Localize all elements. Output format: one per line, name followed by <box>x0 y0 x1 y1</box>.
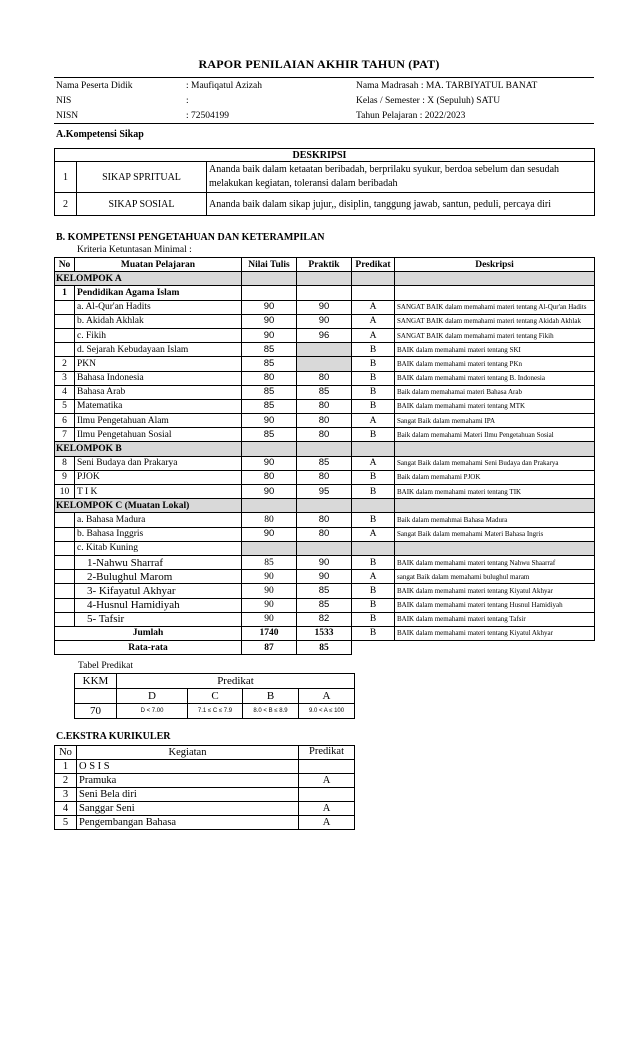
table-row: 4-Husnul Hamidiyah 90 85 B BAIK dalam memahami materi tentang Husnul Hamidiyah <box>55 598 595 612</box>
range-d: D < 7.00 <box>117 704 188 719</box>
table-row: 2 PKN 85 B BAIK dalam memahami materi tentang PKn <box>55 357 595 371</box>
col-predikat: Predikat <box>352 258 395 272</box>
grade-c: C <box>188 689 243 704</box>
section-c-heading: C.EKSTRA KURIKULER <box>56 731 171 742</box>
ekstra-header-no: No <box>55 746 77 760</box>
madrasah-name: Nama Madrasah : MA. TARBIYATUL BANAT <box>356 81 538 91</box>
table-row: 10 T I K 90 95 B BAIK dalam memahami materi tentang TIK <box>55 485 595 499</box>
ekstra-row: 4 Sanggar Seni A <box>55 802 355 816</box>
rata-row: Rata-rata 87 85 <box>55 641 595 655</box>
student-name-value: : Maufiqatul Azizah <box>186 81 262 91</box>
report-title: RAPOR PENILAIAN AKHIR TAHUN (PAT) <box>198 57 440 71</box>
table-row: a. Bahasa Madura 80 80 B Baik dalam memahmai Bahasa Madura <box>55 513 595 527</box>
predikat-header: Predikat <box>117 674 355 689</box>
sikap-header: DESKRIPSI <box>207 149 595 162</box>
ekstra-header-kegiatan: Kegiatan <box>77 746 299 760</box>
header-rule-top <box>54 77 594 78</box>
ekstra-header-predikat: Predikat <box>299 746 355 760</box>
sikap-table <box>54 148 595 216</box>
kelompok-c-row: KELOMPOK C (Muatan Lokal) <box>55 499 595 513</box>
table-row: a. Al-Qur'an Hadits 90 90 A SANGAT BAIK dalam memahami materi tentang Al-Qur'an Hadits <box>55 300 595 314</box>
table-row: c. Fikih 90 96 A SANGAT BAIK dalam memahami materi tentang Fikih <box>55 328 595 342</box>
table-row: b. Bahasa Inggris 90 80 A Sangat Baik dalam memahami Materi Bahasa Ingris <box>55 527 595 541</box>
nisn-label: NISN <box>56 111 79 121</box>
kelompok-b-row: KELOMPOK B <box>55 442 595 456</box>
table-row: 9 PJOK 80 80 B Baik dalam memahami PJOK <box>55 470 595 484</box>
table-row: 8 Seni Budaya dan Prakarya 90 85 A Sangat Baik dalam memahami Seni Budaya dan Prakarya <box>55 456 595 470</box>
academic-year: Tahun Pelajaran : 2022/2023 <box>356 111 466 121</box>
kkm-value: 70 <box>75 704 117 719</box>
predikat-caption: Tabel Predikat <box>78 661 133 671</box>
col-mapel: Muatan Pelajaran <box>75 258 242 272</box>
predikat-table <box>74 673 355 719</box>
ekstra-table <box>54 745 355 830</box>
col-tulis: Nilai Tulis <box>242 258 297 272</box>
table-row: 2-Bulughul Marom 90 90 A sangat Baik dalam memahami bulughul maram <box>55 570 595 584</box>
table-row: b. Akidah Akhlak 90 90 A SANGAT BAIK dalam memahami materi tentang Akidah Akhlak <box>55 314 595 328</box>
sikap-row: 1 SIKAP SPRITUAL Ananda baik dalam ketaatan beribadah, berprilaku syukur, berdoa sebelum dan sesudah melakukan kegiatan, toleransi dalam beribadah <box>55 162 595 193</box>
table-row: 3 Bahasa Indonesia 80 80 B BAIK dalam memahami materi tentang B. Indonesia <box>55 371 595 385</box>
kkm-label: Kriteria Ketuntasan Minimal : <box>77 245 192 255</box>
grade-d: D <box>117 689 188 704</box>
grade-b: B <box>243 689 299 704</box>
range-c: 7.1 ≤ C ≤ 7.9 <box>188 704 243 719</box>
col-deskripsi: Deskripsi <box>395 258 595 272</box>
range-a: 9.0 < A ≤ 100 <box>299 704 355 719</box>
nis-label: NIS <box>56 96 72 106</box>
ekstra-row: 3 Seni Bela diri <box>55 788 355 802</box>
table-row: d. Sejarah Kebudayaan Islam 85 B BAIK dalam memahami materi tentang SKI <box>55 343 595 357</box>
nis-value: : <box>186 96 189 106</box>
section-b-heading: B. KOMPETENSI PENGETAHUAN DAN KETERAMPILAN <box>56 232 325 243</box>
ekstra-row: 1 O S I S <box>55 760 355 774</box>
grades-table <box>54 257 595 655</box>
col-no: No <box>55 258 75 272</box>
kkm-header: KKM <box>75 674 117 689</box>
sikap-row: 2 SIKAP SOSIAL Ananda baik dalam sikap jujur,, disiplin, tanggung jawab, santun, peduli, percaya diri <box>55 193 595 216</box>
table-row: 3- Kifayatul Akhyar 90 85 B BAIK dalam memahami materi tentang Kiyatul Akhyar <box>55 584 595 598</box>
table-row: 6 Ilmu Pengetahuan Alam 90 80 A Sangat Baik dalam memahami IPA <box>55 414 595 428</box>
kitab-row: c. Kitab Kuning <box>55 541 595 555</box>
class-semester: Kelas / Semester : X (Sepuluh) SATU <box>356 96 501 106</box>
nisn-value: : 72504199 <box>186 111 230 121</box>
section-a-heading: A.Kompetensi Sikap <box>56 129 144 140</box>
range-b: 8.0 < B ≤ 8.9 <box>243 704 299 719</box>
kelompok-a-row: KELOMPOK A <box>55 272 595 286</box>
pai-row: 1 Pendidikan Agama Islam <box>55 286 595 300</box>
student-name-label: Nama Peserta Didik <box>56 81 133 91</box>
grade-a: A <box>299 689 355 704</box>
col-praktik: Praktik <box>297 258 352 272</box>
header-rule-bottom <box>54 123 594 124</box>
table-row: 7 Ilmu Pengetahuan Sosial 85 80 B Baik dalam memahami Materi Ilmu Pengetahuan Sosial <box>55 428 595 442</box>
table-row: 5- Tafsir 90 82 B BAIK dalam memahami materi tentang Tafsir <box>55 612 595 626</box>
ekstra-row: 2 Pramuka A <box>55 774 355 788</box>
table-header <box>55 258 595 272</box>
table-row: 4 Bahasa Arab 85 85 B Baik dalam memahamai materi Bahasa Arab <box>55 385 595 399</box>
table-row: 5 Matematika 85 80 B BAIK dalam memahami materi tentang MTK <box>55 399 595 413</box>
table-row: 1-Nahwu Sharraf 85 90 B BAIK dalam memahami materi tentang Nahwu Shaarraf <box>55 555 595 569</box>
ekstra-row: 5 Pengembangan Bahasa A <box>55 816 355 830</box>
jumlah-row: Jumlah 1740 1533 B BAIK dalam memahami materi tentang Kiyatul Akhyar <box>55 626 595 640</box>
